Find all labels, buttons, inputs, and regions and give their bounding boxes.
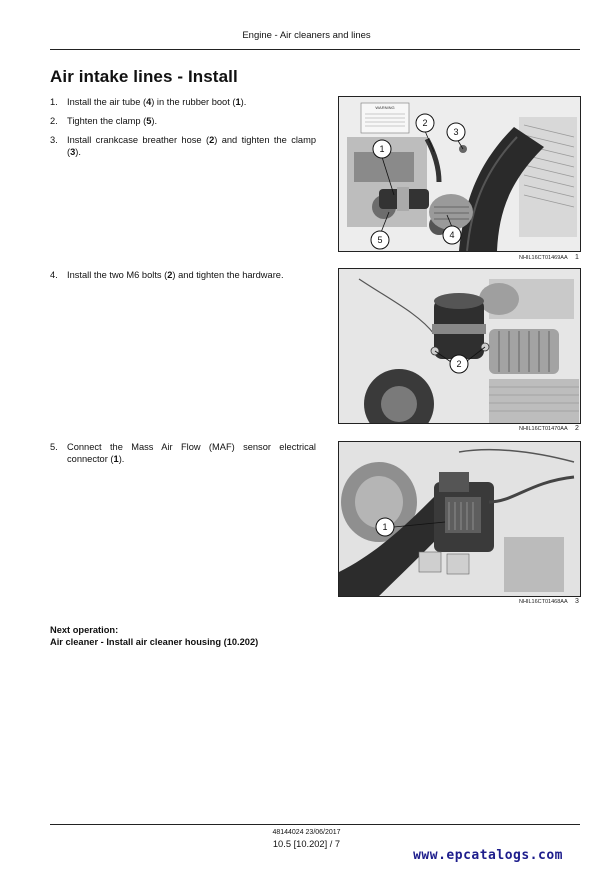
figure-3-code: NHIL16CT01468AA (519, 599, 568, 605)
step-number: 5. (50, 442, 58, 452)
next-operation (50, 624, 258, 648)
page-number: 10.5 [10.202] / 7 (272, 839, 341, 849)
page-title: Air intake lines - Install (50, 67, 238, 86)
figure-2-callout-2 (450, 355, 468, 373)
figure-2-number: 2 (575, 425, 579, 432)
step-text: Install the air tube (4) in the rubber boot (1). (67, 97, 247, 107)
svg-text:1: 1 (382, 522, 388, 532)
svg-text:1: 1 (379, 144, 385, 154)
figure-1-callout-4 (443, 226, 461, 244)
running-header: Engine - Air cleaners and lines (242, 30, 371, 41)
step-text: Tighten the clamp (5). (67, 116, 158, 126)
document-id: 48144024 23/06/2017 (272, 829, 341, 836)
step-number: 1. (50, 97, 58, 107)
step-text: Install the two M6 bolts (2) and tighten the hardware. (67, 270, 284, 280)
figure-3-callout-1 (376, 518, 394, 536)
figure-1-label-text: WARNING (375, 105, 395, 110)
figure-3-photo (338, 441, 581, 597)
figure-1-callout-2 (416, 114, 434, 132)
figure-1-callout-5 (371, 231, 389, 249)
figure-1-callout-3 (447, 123, 465, 141)
header-rule (50, 49, 580, 50)
step-number: 4. (50, 270, 58, 280)
footer-rule (50, 824, 580, 825)
step-5 (50, 441, 316, 465)
figure-3-number: 3 (575, 598, 579, 605)
step-4 (50, 269, 316, 281)
next-operation-heading: Next operation: (50, 625, 119, 635)
step-text: Connect the Mass Air Flow (MAF) sensor electrical connector (1). (67, 442, 316, 464)
step-number: 2. (50, 116, 58, 126)
step-1 (50, 96, 316, 108)
svg-text:3: 3 (453, 127, 459, 137)
svg-text:5: 5 (377, 235, 383, 245)
figure-1-callout-1 (373, 140, 391, 158)
watermark: www.epcatalogs.com (413, 848, 563, 863)
step-number: 3. (50, 135, 58, 145)
figure-2-photo (338, 268, 581, 424)
figure-1-photo (338, 96, 581, 252)
step-3 (50, 134, 316, 158)
figure-1-number: 1 (575, 254, 579, 261)
svg-text:4: 4 (449, 230, 455, 240)
figure-2-code: NHIL16CT01470AA (519, 426, 568, 432)
svg-text:2: 2 (456, 359, 462, 369)
step-text: Install crankcase breather hose (2) and tighten the clamp (3). (67, 135, 316, 157)
next-operation-link[interactable]: Air cleaner - Install air cleaner housing (10.202) (50, 637, 259, 647)
figure-1-code: NHIL16CT01469AA (519, 255, 568, 261)
svg-text:2: 2 (422, 118, 428, 128)
step-2 (50, 115, 316, 127)
